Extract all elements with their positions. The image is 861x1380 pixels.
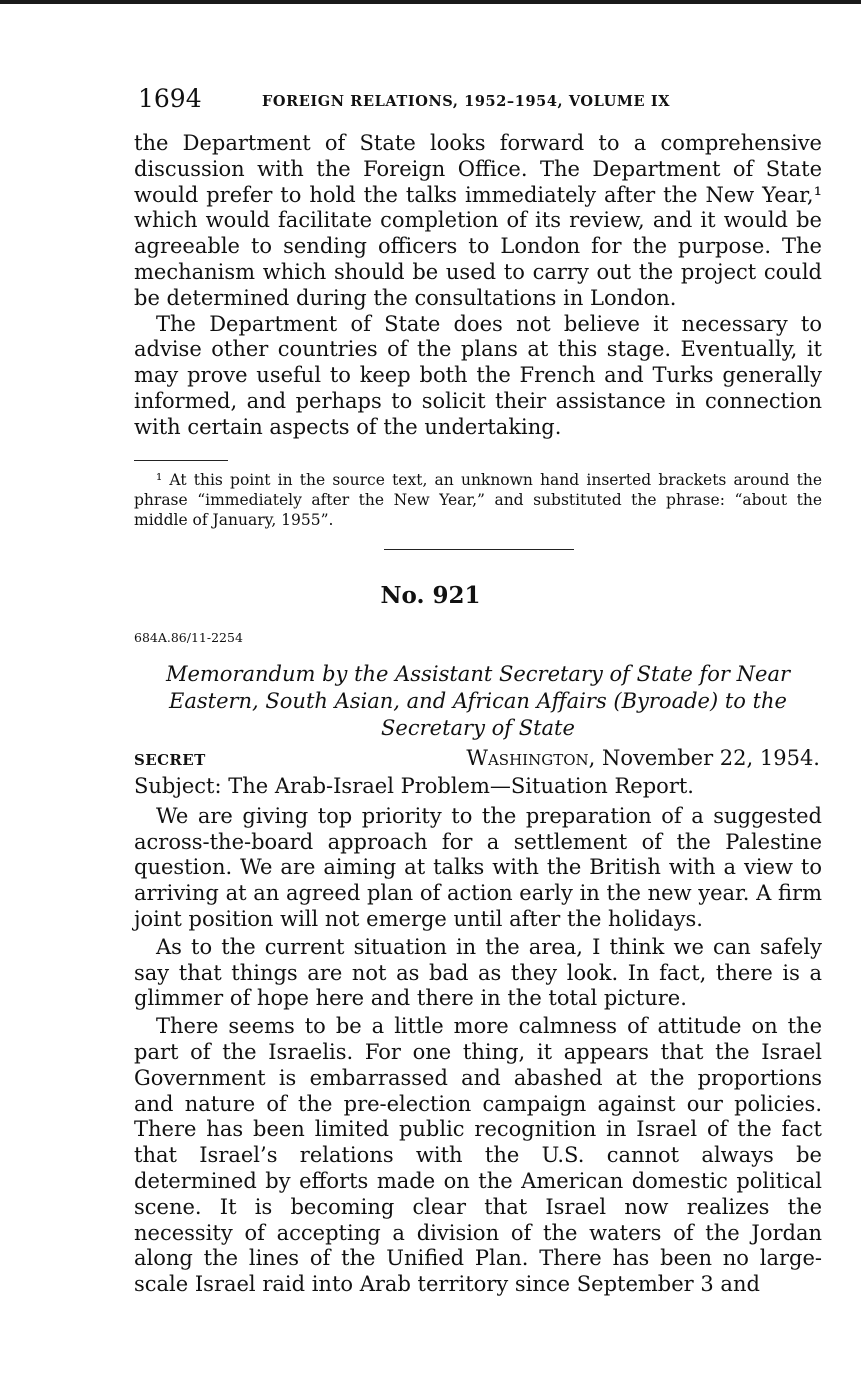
- paragraph: As to the current situation in the area, I think we can safely say that things are not as bad as they look. In fact, there is a glimmer of hope here and there in the total picture.: [134, 934, 822, 1011]
- dateline: [466, 746, 820, 770]
- section-divider: [384, 549, 574, 550]
- paragraph: The Department of State does not believe it necessary to advise other countries of the plans at this stage. Eventually, it may prove useful to keep both the French and Turks generally informed, and perhaps to solicit their assistance in connection with certain aspects of the undertaking.: [134, 311, 822, 439]
- page-header: [138, 84, 822, 114]
- memorandum-body: [134, 774, 822, 1298]
- page-top-border: [0, 0, 861, 4]
- footnote: [134, 470, 822, 530]
- footnote-rule: [134, 460, 228, 461]
- paragraph: We are giving top priority to the preparation of a suggested across-the-board approach for a settlement of the Palestine question. We are aiming at talks with the British with a view to arriving at an agreed plan of action early in the new year. A firm joint position will not emerge until after the holidays.: [134, 803, 822, 931]
- document-title: Memorandum by the Assistant Secretary of State for Near Eastern, South Asian, and African Affairs (Byroade) to the Secretary of State: [165, 662, 791, 740]
- file-number: 684A.86/11-2254: [134, 630, 243, 645]
- running-title: FOREIGN RELATIONS, 1952–1954, VOLUME IX: [262, 93, 671, 110]
- dateline-date: November 22, 1954.: [595, 746, 820, 770]
- classification-label: SECRET: [134, 751, 206, 769]
- document-meta: [134, 746, 822, 772]
- subject-line: Subject: The Arab-Israel Problem—Situation Report.: [134, 774, 694, 798]
- dateline-place: Washington,: [466, 746, 596, 770]
- continuation-text: [134, 131, 822, 441]
- paragraph: There seems to be a little more calmness of attitude on the part of the Israelis. For one thing, it appears that the Israel Government is embarrassed and abashed at the proportions and nature of the pre-election campaign against our policies. There has been limited public recognition in Israel of the fact that Israel’s relations with the U.S. cannot always be determined by efforts made on the American domestic political scene. It is becoming clear that Israel now realizes the necessity of accepting a division of the waters of the Jordan along the lines of the Unified Plan. There has been no large-scale Israel raid into Arab territory since September 3 and: [134, 1014, 822, 1297]
- document-number: No. 921: [380, 582, 481, 609]
- continued-paragraph: the Department of State looks forward to a comprehensive discussion with the Foreign Office. The Department of State would prefer to hold the talks immediately after the New Year,¹ which would facilitate completion of its review, and it would be agreeable to sending officers to London for the purpose. The mechanism which should be used to carry out the project could be determined during the consultations in London.: [134, 131, 822, 310]
- page-number: 1694: [138, 84, 202, 113]
- footnote-text: ¹ At this point in the source text, an unknown hand inserted brackets around the phrase “immediately after the New Year,” and substituted the phrase: “about the middle of January, 1955”.: [134, 471, 822, 529]
